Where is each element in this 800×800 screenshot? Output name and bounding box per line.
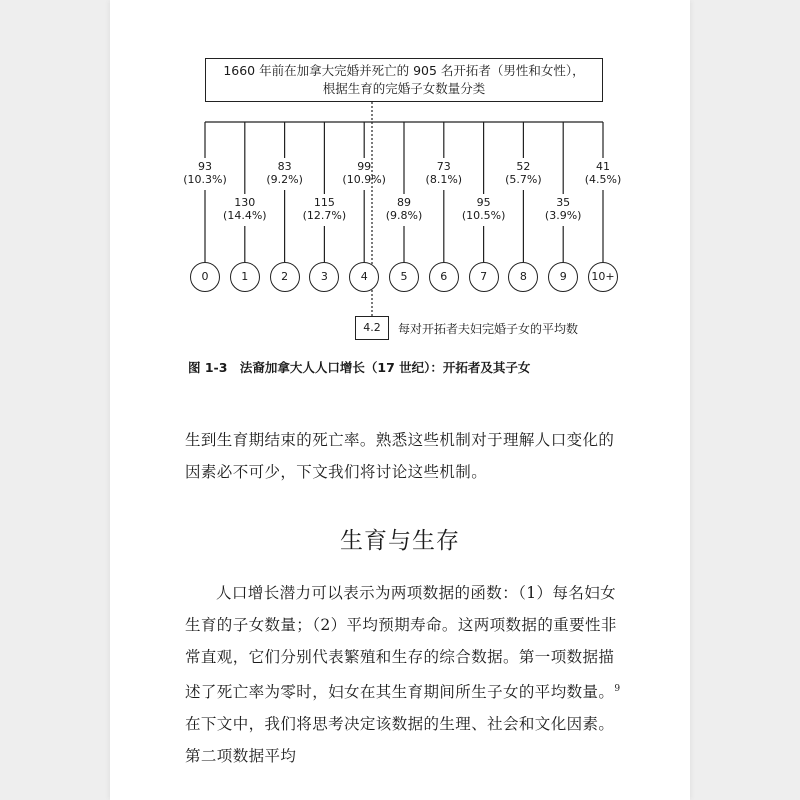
- bar-label-6: [414, 160, 474, 186]
- bar-label-8: [493, 160, 553, 186]
- paragraph-2-part1: 人口增长潜力可以表示为两项数据的函数：（1）每名妇女生育的子女数量；（2）平均预期寿命。这两项数据的重要性非常直观，它们分别代表繁殖和生存的综合数据。第一项数据描述了死亡率为零时，妇女在其生育期间所生子女的平均数量。: [185, 584, 617, 702]
- percent-value: (3.9%): [544, 209, 582, 222]
- paragraph-2: [185, 577, 625, 772]
- bar-label-2: [255, 160, 315, 186]
- category-circle-7: 7: [469, 262, 499, 292]
- bar-label-3: [294, 196, 354, 222]
- percent-value: (9.8%): [385, 209, 423, 222]
- figure-caption: 图 1-3 法裔加拿大人人口增长（17 世纪）：开拓者及其子女: [188, 360, 531, 375]
- category-circle-3: 3: [309, 262, 339, 292]
- paragraph-2-part2: 在下文中，我们将思考决定该数据的生理、社会和文化因素。第二项数据平均: [185, 715, 615, 766]
- percent-value: (9.2%): [266, 173, 303, 186]
- category-circle-10+: 10+: [588, 262, 618, 292]
- bar-label-1: [215, 196, 275, 222]
- category-circle-0: 0: [190, 262, 220, 292]
- percent-value: (5.7%): [505, 173, 542, 186]
- figure-title-line2: 根据生育的完婚子女数量分类: [322, 81, 486, 96]
- count-value: 52: [516, 160, 531, 173]
- percent-value: (14.4%): [223, 209, 267, 222]
- percent-value: (10.5%): [461, 209, 506, 222]
- count-value: 89: [397, 196, 411, 209]
- category-circle-4: 4: [349, 262, 379, 292]
- count-value: 73: [436, 160, 451, 173]
- count-value: 41: [596, 160, 610, 173]
- category-circle-9: 9: [548, 262, 578, 292]
- count-value: 93: [198, 160, 212, 173]
- category-circle-2: 2: [270, 262, 300, 292]
- percent-value: (12.7%): [302, 209, 347, 222]
- category-circle-5: 5: [389, 262, 419, 292]
- paragraph-1-text: 生到生育期结束的死亡率。熟悉这些机制对于理解人口变化的因素必不可少，下文我们将讨论这些机制。: [185, 431, 615, 481]
- figure-title-line1: 1660 年前在加拿大完婚并死亡的 905 名开拓者（男性和女性），: [223, 63, 585, 78]
- bar-label-0: [175, 160, 235, 186]
- category-circle-1: 1: [230, 262, 260, 292]
- bar-label-10+: [573, 160, 633, 186]
- footnote-marker[interactable]: 9: [614, 684, 621, 694]
- percent-value: (4.5%): [584, 173, 622, 186]
- bar-label-9: [533, 196, 593, 222]
- average-label: 每对开拓者夫妇完婚子女的平均数: [398, 322, 579, 336]
- book-page: [110, 0, 690, 800]
- percent-value: (10.9%): [342, 173, 386, 186]
- category-circle-8: 8: [508, 262, 538, 292]
- count-value: 130: [234, 196, 256, 209]
- count-value: 115: [313, 196, 335, 209]
- count-value: 83: [277, 160, 292, 173]
- count-value: 35: [556, 196, 571, 209]
- count-value: 99: [357, 160, 372, 173]
- section-title: 生育与生存: [340, 528, 460, 554]
- paragraph-1: [185, 424, 625, 488]
- percent-value: (10.3%): [183, 173, 227, 186]
- percent-value: (8.1%): [425, 173, 463, 186]
- bar-label-4: [334, 160, 394, 186]
- category-circle-6: 6: [429, 262, 459, 292]
- count-value: 95: [476, 196, 491, 209]
- figure-1-3: [110, 0, 690, 400]
- bar-label-7: [454, 196, 514, 222]
- bar-label-5: [374, 196, 434, 222]
- paragraph-2-text: [185, 577, 625, 772]
- average-box: 4.2: [355, 316, 389, 340]
